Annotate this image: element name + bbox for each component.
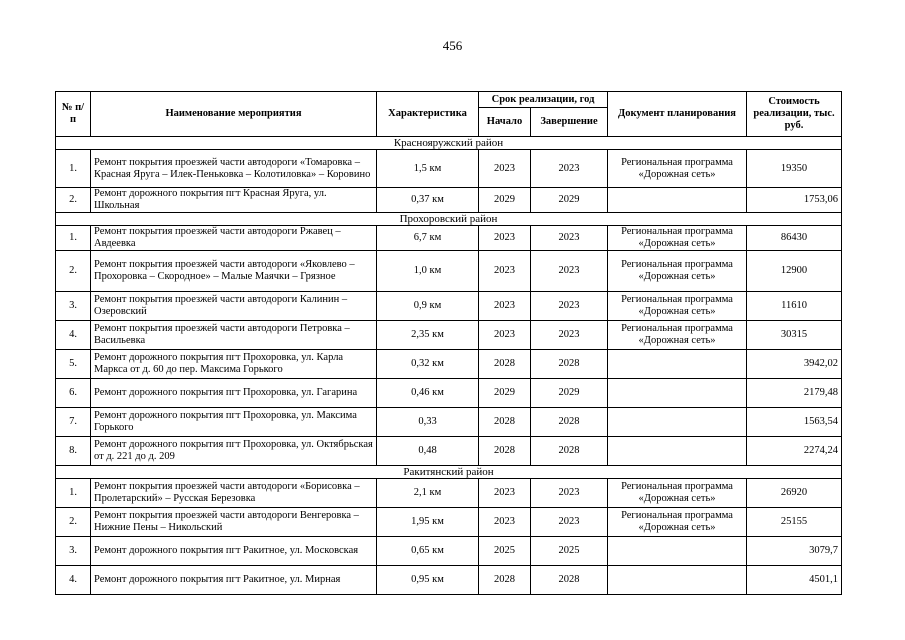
row-number: 2. bbox=[56, 251, 91, 292]
header-term: Срок реализации, год bbox=[479, 92, 608, 108]
district-heading: Прохоровский район bbox=[56, 213, 842, 226]
row-name: Ремонт покрытия проезжей части автодороги «Борисовка – Пролетарский» – Русская Березовка bbox=[91, 479, 377, 508]
row-cost: 25155 bbox=[747, 508, 842, 537]
header-name: Наименование мероприятия bbox=[91, 92, 377, 137]
row-characteristic: 0,46 км bbox=[377, 379, 479, 408]
row-document: Региональная программа «Дорожная сеть» bbox=[608, 292, 747, 321]
row-characteristic: 0,37 км bbox=[377, 188, 479, 213]
header-characteristic: Характеристика bbox=[377, 92, 479, 137]
row-characteristic: 6,7 км bbox=[377, 226, 479, 251]
district-heading: Краснояружский район bbox=[56, 137, 842, 150]
row-cost: 1753,06 bbox=[747, 188, 842, 213]
row-name: Ремонт дорожного покрытия пгт Прохоровка, ул. Гагарина bbox=[91, 379, 377, 408]
district-heading: Ракитянский район bbox=[56, 466, 842, 479]
row-document bbox=[608, 408, 747, 437]
table-row bbox=[56, 408, 842, 437]
row-end-year: 2029 bbox=[531, 379, 608, 408]
row-start-year: 2023 bbox=[479, 321, 531, 350]
header-cost: Стоимость реализации, тыс. руб. bbox=[747, 92, 842, 137]
row-number: 8. bbox=[56, 437, 91, 466]
row-end-year: 2023 bbox=[531, 508, 608, 537]
row-end-year: 2023 bbox=[531, 321, 608, 350]
header-start: Начало bbox=[479, 108, 531, 137]
row-document: Региональная программа «Дорожная сеть» bbox=[608, 251, 747, 292]
header-end: Завершение bbox=[531, 108, 608, 137]
row-number: 7. bbox=[56, 408, 91, 437]
row-cost: 3079,7 bbox=[747, 537, 842, 566]
row-characteristic: 0,95 км bbox=[377, 566, 479, 595]
row-end-year: 2028 bbox=[531, 437, 608, 466]
table-row bbox=[56, 188, 842, 213]
row-number: 4. bbox=[56, 566, 91, 595]
table-row bbox=[56, 226, 842, 251]
row-document bbox=[608, 188, 747, 213]
row-characteristic: 0,65 км bbox=[377, 537, 479, 566]
row-name: Ремонт дорожного покрытия пгт Ракитное, ул. Московская bbox=[91, 537, 377, 566]
row-cost: 19350 bbox=[747, 150, 842, 188]
row-name: Ремонт дорожного покрытия пгт Ракитное, ул. Мирная bbox=[91, 566, 377, 595]
table-row bbox=[56, 350, 842, 379]
table-row bbox=[56, 150, 842, 188]
row-cost: 2179,48 bbox=[747, 379, 842, 408]
row-name: Ремонт покрытия проезжей части автодороги Венгеровка – Нижние Пены – Никольский bbox=[91, 508, 377, 537]
row-start-year: 2028 bbox=[479, 566, 531, 595]
row-characteristic: 2,1 км bbox=[377, 479, 479, 508]
row-name: Ремонт покрытия проезжей части автодороги Ржавец – Авдеевка bbox=[91, 226, 377, 251]
row-number: 1. bbox=[56, 479, 91, 508]
row-characteristic: 0,33 bbox=[377, 408, 479, 437]
row-document bbox=[608, 379, 747, 408]
row-start-year: 2023 bbox=[479, 251, 531, 292]
row-end-year: 2028 bbox=[531, 408, 608, 437]
row-start-year: 2023 bbox=[479, 508, 531, 537]
row-start-year: 2028 bbox=[479, 408, 531, 437]
row-start-year: 2028 bbox=[479, 350, 531, 379]
row-name: Ремонт дорожного покрытия пгт Прохоровка, ул. Карла Маркса от д. 60 до пер. Максима Горького bbox=[91, 350, 377, 379]
row-number: 2. bbox=[56, 508, 91, 537]
row-document bbox=[608, 437, 747, 466]
row-document: Региональная программа «Дорожная сеть» bbox=[608, 150, 747, 188]
row-document: Региональная программа «Дорожная сеть» bbox=[608, 321, 747, 350]
row-number: 1. bbox=[56, 150, 91, 188]
row-document bbox=[608, 566, 747, 595]
row-end-year: 2025 bbox=[531, 537, 608, 566]
header-document: Документ планирования bbox=[608, 92, 747, 137]
row-characteristic: 1,5 км bbox=[377, 150, 479, 188]
row-name: Ремонт покрытия проезжей части автодороги «Яковлево – Прохоровка – Скородное» – Малые Маячки – Грязное bbox=[91, 251, 377, 292]
row-start-year: 2025 bbox=[479, 537, 531, 566]
row-cost: 2274,24 bbox=[747, 437, 842, 466]
table-row bbox=[56, 437, 842, 466]
row-document: Региональная программа «Дорожная сеть» bbox=[608, 479, 747, 508]
table-row bbox=[56, 479, 842, 508]
row-number: 5. bbox=[56, 350, 91, 379]
row-name: Ремонт дорожного покрытия пгт Красная Яруга, ул. Школьная bbox=[91, 188, 377, 213]
row-cost: 86430 bbox=[747, 226, 842, 251]
row-name: Ремонт покрытия проезжей части автодороги Петровка – Васильевка bbox=[91, 321, 377, 350]
table-row bbox=[56, 508, 842, 537]
row-start-year: 2028 bbox=[479, 437, 531, 466]
row-end-year: 2029 bbox=[531, 188, 608, 213]
table-row bbox=[56, 321, 842, 350]
table-row bbox=[56, 251, 842, 292]
row-cost: 26920 bbox=[747, 479, 842, 508]
page-number: 456 bbox=[442, 38, 463, 53]
row-start-year: 2023 bbox=[479, 292, 531, 321]
row-number: 3. bbox=[56, 537, 91, 566]
row-end-year: 2028 bbox=[531, 350, 608, 379]
row-start-year: 2029 bbox=[479, 379, 531, 408]
row-number: 4. bbox=[56, 321, 91, 350]
table-row bbox=[56, 292, 842, 321]
table-row bbox=[56, 379, 842, 408]
row-characteristic: 0,48 bbox=[377, 437, 479, 466]
row-document bbox=[608, 537, 747, 566]
row-cost: 1563,54 bbox=[747, 408, 842, 437]
row-characteristic: 0,32 км bbox=[377, 350, 479, 379]
row-end-year: 2023 bbox=[531, 251, 608, 292]
row-end-year: 2028 bbox=[531, 566, 608, 595]
row-document: Региональная программа «Дорожная сеть» bbox=[608, 226, 747, 251]
table-row bbox=[56, 537, 842, 566]
row-number: 2. bbox=[56, 188, 91, 213]
row-number: 6. bbox=[56, 379, 91, 408]
row-characteristic: 1,95 км bbox=[377, 508, 479, 537]
row-cost: 11610 bbox=[747, 292, 842, 321]
row-document bbox=[608, 350, 747, 379]
row-end-year: 2023 bbox=[531, 226, 608, 251]
row-end-year: 2023 bbox=[531, 479, 608, 508]
row-name: Ремонт дорожного покрытия пгт Прохоровка, ул. Октябрьская от д. 221 до д. 209 bbox=[91, 437, 377, 466]
row-start-year: 2023 bbox=[479, 479, 531, 508]
header-num: № п/п bbox=[56, 92, 91, 137]
row-characteristic: 1,0 км bbox=[377, 251, 479, 292]
row-name: Ремонт покрытия проезжей части автодороги Калинин – Озеровский bbox=[91, 292, 377, 321]
road-repair-table bbox=[55, 91, 842, 595]
row-start-year: 2023 bbox=[479, 150, 531, 188]
row-cost: 3942,02 bbox=[747, 350, 842, 379]
row-end-year: 2023 bbox=[531, 150, 608, 188]
row-number: 3. bbox=[56, 292, 91, 321]
row-characteristic: 0,9 км bbox=[377, 292, 479, 321]
row-name: Ремонт дорожного покрытия пгт Прохоровка, ул. Максима Горького bbox=[91, 408, 377, 437]
row-name: Ремонт покрытия проезжей части автодороги «Томаровка – Красная Яруга – Илек-Пеньковка – Колотиловка» – Коровино bbox=[91, 150, 377, 188]
row-cost: 12900 bbox=[747, 251, 842, 292]
table-row bbox=[56, 566, 842, 595]
row-start-year: 2023 bbox=[479, 226, 531, 251]
row-cost: 30315 bbox=[747, 321, 842, 350]
row-number: 1. bbox=[56, 226, 91, 251]
row-end-year: 2023 bbox=[531, 292, 608, 321]
row-document: Региональная программа «Дорожная сеть» bbox=[608, 508, 747, 537]
row-cost: 4501,1 bbox=[747, 566, 842, 595]
row-characteristic: 2,35 км bbox=[377, 321, 479, 350]
row-start-year: 2029 bbox=[479, 188, 531, 213]
